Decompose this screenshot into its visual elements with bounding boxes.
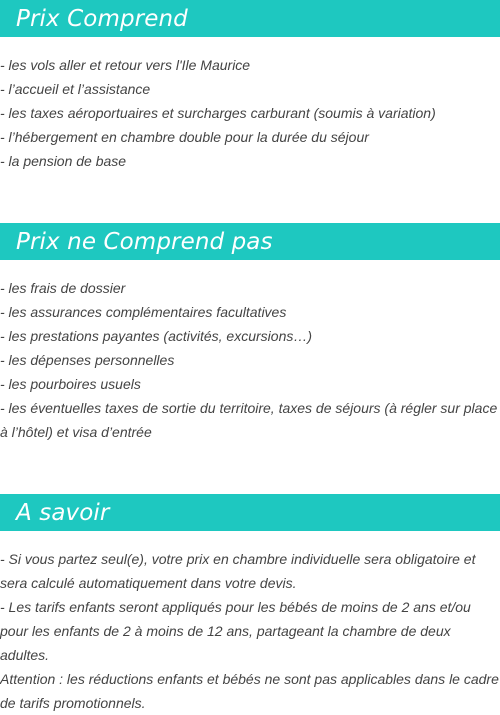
section-header-info xyxy=(0,494,500,531)
list-item: - les taxes aéroportuaires et surcharges carburant (soumis à variation) xyxy=(0,105,436,121)
list-item: - les dépenses personnelles xyxy=(0,352,175,368)
list-item: - les prestations payantes (activités, excursions…) xyxy=(0,328,313,344)
info-paragraph: - Si vous partez seul(e), votre prix en chambre individuelle sera obligatoire et sera calculé automatiquement dans votre devis. xyxy=(0,551,476,591)
excluded-list xyxy=(0,276,500,444)
section-title-excluded: Prix ne Comprend pas xyxy=(16,228,273,255)
list-item: - l’hébergement en chambre double pour la durée du séjour xyxy=(0,129,369,145)
section-header-excluded xyxy=(0,223,500,260)
list-item: - la pension de base xyxy=(0,153,127,169)
info-paragraph: - Les tarifs enfants seront appliqués pour les bébés de moins de 2 ans et/ou pour les enfants de 2 à moins de 12 ans, partageant la chambre de deux adultes. xyxy=(0,599,471,663)
list-item: - les frais de dossier xyxy=(0,280,126,296)
list-item: - l’accueil et l’assistance xyxy=(0,81,151,97)
list-item: - les assurances complémentaires facultatives xyxy=(0,304,287,320)
list-item: - les vols aller et retour vers l'Ile Maurice xyxy=(0,57,251,73)
included-list xyxy=(0,53,500,173)
list-item: - les pourboires usuels xyxy=(0,376,141,392)
section-title-info: A savoir xyxy=(16,499,110,526)
section-header-included xyxy=(0,0,500,37)
info-paragraph: Attention : les réductions enfants et bébés ne sont pas applicables dans le cadre de tarifs promotionnels. xyxy=(0,671,499,711)
info-text xyxy=(0,547,500,715)
section-title-included: Prix Comprend xyxy=(16,5,188,32)
list-item: - les éventuelles taxes de sortie du territoire, taxes de séjours (à régler sur place à l’hôtel) et visa d’entrée xyxy=(0,400,498,440)
